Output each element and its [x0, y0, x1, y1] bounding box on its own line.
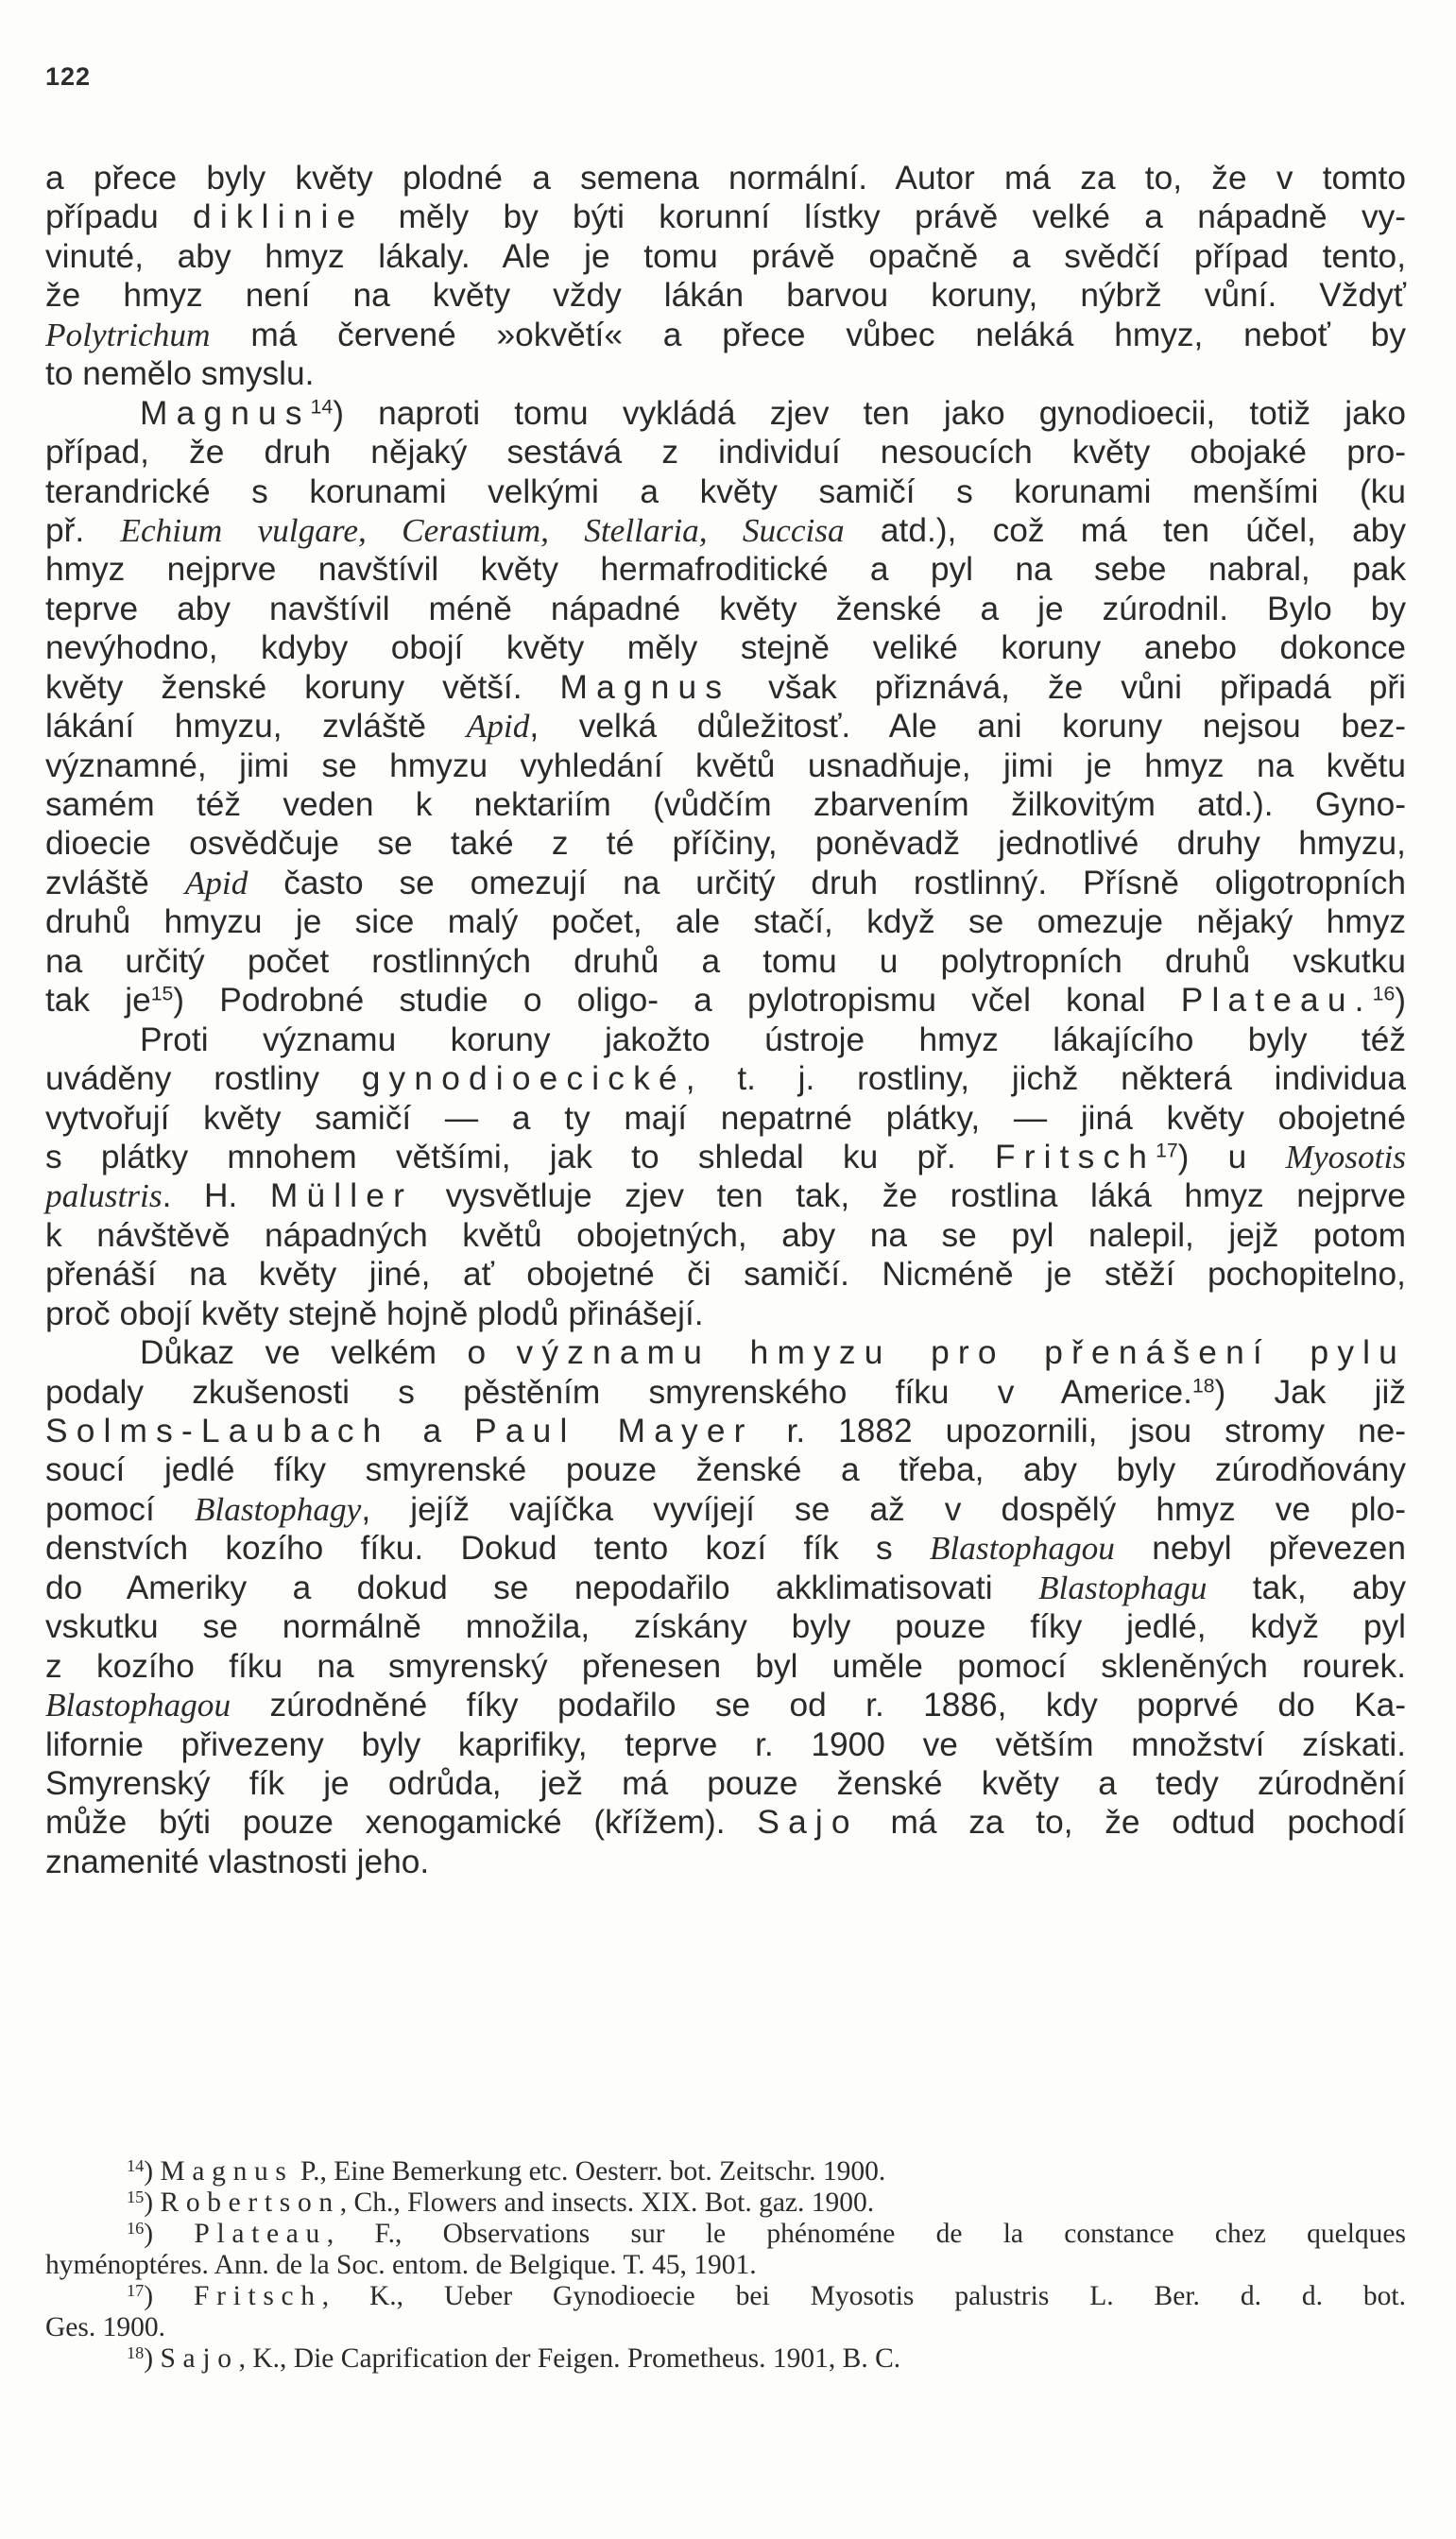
spaced-name: gynodioecické [361, 1060, 686, 1098]
paragraph [45, 1021, 1406, 1334]
spaced-name: Sajo [160, 2343, 239, 2374]
text-line: teprve aby navštívil méně nápadné květy ženské a je zúrodnil. Bylo by [45, 590, 1406, 627]
text-run: , K., Ueber Gynodioecie bei Myosotis palustris L. Ber. d. d. bot. [321, 2281, 1407, 2311]
text-line: že hmyz není na květy vždy lákán barvou koruny, nýbrž vůní. Vždyť [45, 277, 1406, 315]
footnote-number: 14 [127, 2155, 145, 2175]
footnote-line [45, 2156, 1406, 2187]
text-line: z kozího fíku na smyrenský přenesen byl uměle pomocí skleněných rourek. [45, 1647, 1406, 1685]
footnote-ref: 14 [310, 395, 334, 418]
footnote-line [45, 2219, 1406, 2250]
page-number: 122 [45, 62, 92, 91]
italic-term: Echium vulgare, Cerastium, Stellaria, Succisa [120, 511, 845, 549]
text-line [45, 1529, 1406, 1568]
italic-term: palustris [45, 1177, 163, 1215]
text-line: k návštěvě nápadných květů obojetných, aby na se pyl nalepil, jejž potom [45, 1216, 1406, 1254]
text-line [45, 1059, 1406, 1098]
text-run: zvláště [45, 864, 185, 901]
text-line [45, 1412, 1406, 1450]
paragraph [45, 159, 1406, 394]
footnote-ref: 15 [150, 983, 174, 1005]
text-line [45, 1176, 1406, 1215]
text-run: vysvětluje zjev ten tak, že rostlina láká hmyz nejprve [413, 1177, 1407, 1215]
text-line [45, 197, 1406, 236]
text-run: často se omezují na určitý druh rostlinný. Přísně oligotropních [248, 864, 1406, 901]
text-line: vinuté, aby hmyz lákaly. Ale je tomu právě opačně a svědčí případ tento, [45, 237, 1406, 275]
text-run: lákání hmyzu, zvláště [45, 708, 467, 746]
spaced-name: Magnus [559, 668, 731, 706]
text-line [45, 1803, 1406, 1842]
text-line: lifornie přivezeny byly kaprifiky, teprve r. 1900 ve větším množství získati. [45, 1725, 1406, 1763]
footnote-ref: 18 [1191, 1374, 1215, 1397]
italic-term: Myosotis [1285, 1138, 1407, 1175]
text-run: může býti pouze xenogamické (křížem). [45, 1804, 758, 1842]
footnote-line [45, 2281, 1406, 2312]
text-run: zúrodněné fíky podařilo se od r. 1886, kdy poprvé do Ka- [231, 1687, 1406, 1724]
text-line [45, 1138, 1406, 1176]
spaced-name: významu hmyzu pro přenášení pylu [516, 1334, 1406, 1372]
text-line: dioecie osvědčuje se také z té příčiny, poněvadž jednotlivé druhy hmyzu, [45, 825, 1406, 863]
text-line: a přece byly květy plodné a semena normální. Autor má za to, že v tomto [45, 160, 1406, 197]
paragraph [45, 1333, 1406, 1881]
text-run: ) [1395, 982, 1406, 1020]
spaced-name: Müller [269, 1177, 414, 1215]
text-run: denstvích kozího fíku. Dokud tento kozí fík s [45, 1530, 930, 1568]
text-line [45, 864, 1406, 902]
spaced-name: Sajo [757, 1804, 859, 1842]
footnote [45, 2219, 1406, 2281]
italic-term: Blastophagy [194, 1490, 362, 1528]
italic-term: Polytrichum [45, 316, 211, 353]
footnote-line [45, 2343, 1406, 2375]
text-line [45, 316, 1406, 354]
text-run: , F., Observations sur le phénoméne de la constance chez quelques [326, 2219, 1407, 2249]
text-line: druhů hmyzu je sice malý počet, ale stačí, když se omezuje nějaký hmyz [45, 903, 1406, 941]
text-run: Ges. 1900. [45, 2312, 166, 2342]
spaced-name: Solms-Laubach [45, 1413, 390, 1450]
text-line: přenáší na květy jiné, ať obojetné či samičí. Nicméně je stěží pochopitelno, [45, 1256, 1406, 1294]
text-run: r. 1882 upozornili, jsou stromy ne- [753, 1413, 1406, 1450]
footnote [45, 2343, 1406, 2375]
text-line [45, 668, 1406, 707]
text-line: to nemělo smyslu. [45, 355, 315, 393]
footnote-ref: 17 [1156, 1140, 1178, 1162]
text-run: tak je [45, 982, 151, 1020]
italic-term: Blastophagu [1037, 1569, 1208, 1606]
spaced-name: Paul Mayer [474, 1413, 754, 1450]
text-line: terandrické s korunami velkými a květy samičí s korunami menšími (ku [45, 472, 1406, 510]
italic-term: Blastophagou [929, 1530, 1115, 1568]
footnote-number: 15 [127, 2187, 145, 2206]
spaced-name: Robertson [160, 2187, 340, 2218]
text-run: ) u [1177, 1138, 1286, 1175]
italic-term: Apid [466, 708, 530, 746]
text-run: květy ženské koruny větší. [45, 668, 560, 706]
text-run: uváděny rostliny [45, 1060, 362, 1098]
text-line: významné, jimi se hmyzu vyhledání květů usnadňuje, jimi je hmyz na květu [45, 746, 1406, 784]
footnote-number: 16 [127, 2218, 145, 2238]
text-run: pomocí [45, 1490, 195, 1528]
text-run: ) [144, 2187, 161, 2218]
spaced-name: Plateau [194, 2219, 327, 2249]
footnote [45, 2156, 1406, 2187]
text-line: vskutku se normálně množila, získány byly pouze fíky jedlé, když pyl [45, 1608, 1406, 1646]
text-line [45, 1373, 1406, 1412]
text-line [45, 1490, 1406, 1529]
footnote-number: 17 [127, 2280, 145, 2300]
spaced-name: Magnus [140, 394, 311, 432]
text-run: ) [144, 2219, 195, 2249]
text-line [45, 1686, 1406, 1724]
text-run: však přiznává, že vůni připadá při [730, 668, 1406, 706]
text-run: P., Eine Bemerkung etc. Oesterr. bot. Zeitschr. 1900. [293, 2156, 886, 2187]
spaced-name: Fritsch [194, 2281, 322, 2311]
text-run: ) [144, 2156, 161, 2187]
footnote-line [45, 2187, 1406, 2219]
text-run: . H. [162, 1177, 270, 1215]
text-run: měly by býti korunní lístky právě velké a nápadně vy- [364, 198, 1406, 236]
footnote-line [45, 2312, 1406, 2343]
text-run: atd.), což má ten účel, aby [844, 511, 1406, 549]
text-line: případ, že druh nějaký sestává z individuí nesoucích květy obojaké pro- [45, 434, 1406, 472]
spaced-name: diklinie [193, 198, 365, 236]
spaced-name: Magnus [160, 2156, 294, 2187]
text-run: ) [144, 2343, 161, 2374]
text-line: proč obojí květy stejně hojně plodů přinášejí. [45, 1295, 704, 1332]
text-run: , jejíž vajíčka vyvíjejí se až v dospělý hmyz ve plo- [361, 1490, 1406, 1528]
text-run: má červené »okvětí« a přece vůbec neláká hmyz, neboť by [210, 316, 1406, 353]
text-line [45, 394, 1406, 433]
text-line [45, 981, 1406, 1020]
text-line: Proti významu koruny jakožto ústroje hmyz lákajícího byly též [140, 1021, 1406, 1058]
text-run: př. [45, 511, 121, 549]
text-run: má za to, že odtud pochodí [858, 1804, 1406, 1842]
text-run: případu [45, 198, 194, 236]
footnote [45, 2281, 1406, 2343]
body-text [45, 159, 1406, 1881]
text-run: , Ch., Flowers and insects. XIX. Bot. gaz. 1900. [339, 2187, 875, 2218]
paragraph [45, 394, 1406, 1021]
text-run: podaly zkušenosti s pěstěním smyrenského fíku v Americe. [45, 1373, 1192, 1411]
text-run: nebyl převezen [1114, 1530, 1407, 1568]
text-line: nevýhodno, kdyby obojí květy měly stejně veliké koruny anebo dokonce [45, 629, 1406, 667]
footnote [45, 2187, 1406, 2219]
text-line: samém též veden k nektariím (vůdčím zbarvením žilkovitým atd.). Gyno- [45, 786, 1406, 823]
text-line [45, 707, 1406, 746]
text-run: ) Podrobné studie o oligo- a pylotropismu včel konal [173, 982, 1181, 1020]
text-run: ) [144, 2281, 195, 2311]
text-run: hyménoptéres. Ann. de la Soc. entom. de Belgique. T. 45, 1901. [45, 2250, 757, 2280]
text-run: , t. j. rostliny, jichž některá individua [685, 1060, 1406, 1098]
text-line [45, 511, 1406, 550]
text-line: znamenité vlastnosti jeho. [45, 1843, 430, 1880]
text-line [45, 1333, 1406, 1372]
text-run: a [389, 1413, 475, 1450]
text-line: Smyrenský fík je odrůda, jež má pouze ženské květy a tedy zúrodnění [45, 1764, 1406, 1802]
italic-term: Apid [184, 864, 248, 901]
spaced-name: Fritsch [994, 1138, 1156, 1175]
footnotes [45, 2156, 1406, 2375]
text-run: s plátky mnohem většími, jak to shledal ku př. [45, 1138, 995, 1175]
text-line [45, 1569, 1406, 1607]
text-line: vytvořují květy samičí — a ty mají nepatrné plátky, — jiná květy obojetné [45, 1099, 1406, 1137]
text-run: do Ameriky a dokud se nepodařilo akklimatisovati [45, 1569, 1038, 1606]
text-run: ) naproti tomu vykládá zjev ten jako gynodioecii, totiž jako [333, 394, 1406, 432]
footnote-number: 18 [127, 2342, 145, 2362]
italic-term: Blastophagou [45, 1687, 231, 1724]
text-run: Důkaz ve velkém o [140, 1334, 517, 1372]
text-line: na určitý počet rostlinných druhů a tomu u polytropních druhů vskutku [45, 942, 1406, 980]
text-run: , K., Die Caprification der Feigen. Prometheus. 1901, B. C. [238, 2343, 901, 2374]
text-line: hmyz nejprve navštívil květy hermafroditické a pyl na sebe nabral, pak [45, 551, 1406, 589]
footnote-ref: 16 [1372, 983, 1396, 1005]
text-line: soucí jedlé fíky smyrenské pouze ženské a třeba, aby byly zúrodňovány [45, 1451, 1406, 1489]
text-run: , velká důležitosť. Ale ani koruny nejsou bez- [529, 708, 1407, 746]
text-run: tak, aby [1207, 1569, 1406, 1606]
text-run: ) Jak již [1214, 1373, 1406, 1411]
footnote-line [45, 2250, 1406, 2281]
spaced-name: Plateau. [1180, 982, 1373, 1020]
